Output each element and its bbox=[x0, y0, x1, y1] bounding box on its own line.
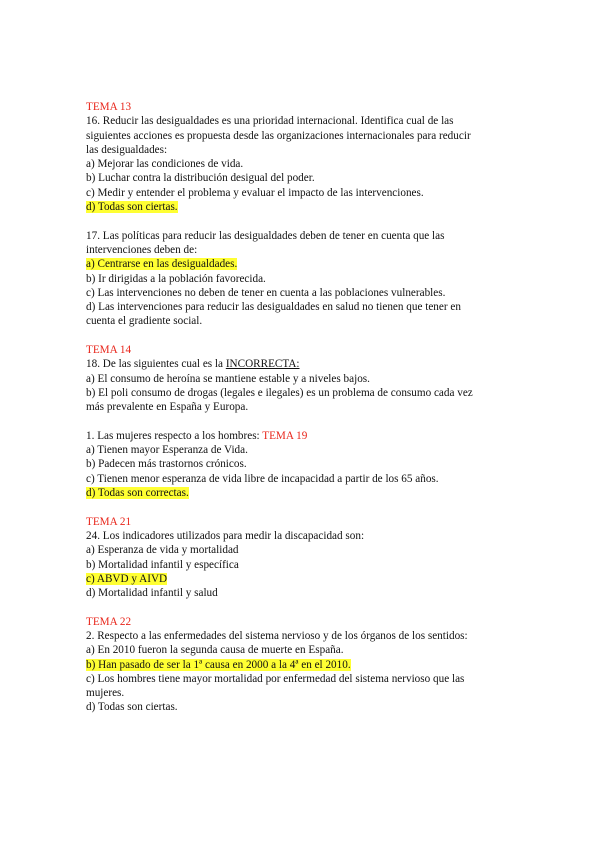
question-text: 24. Los indicadores utilizados para medir la discapacidad son: bbox=[86, 529, 365, 542]
answer-option: b) Ir dirigidas a la población favorecida. bbox=[86, 272, 266, 285]
answer-option: cuenta el gradiente social. bbox=[86, 315, 203, 328]
answer-option: a) El consumo de heroína se mantiene estable y a niveles bajos. bbox=[86, 372, 370, 385]
tema-heading: TEMA 13 bbox=[86, 101, 132, 113]
correct-answer-highlight: a) Centrarse en las desigualdades. bbox=[86, 258, 238, 271]
underlined-keyword: INCORRECTA: bbox=[225, 358, 300, 371]
correct-answer-highlight: d) Todas son ciertas. bbox=[86, 201, 178, 214]
answer-option: d) Todas son ciertas. bbox=[86, 701, 178, 714]
answer-option: d) Mortalidad infantil y salud bbox=[86, 587, 218, 600]
answer-option: a) Mejorar las condiciones de vida. bbox=[86, 158, 244, 171]
question-17 bbox=[86, 229, 516, 329]
question-text: 2. Respecto a las enfermedades del sistema nervioso y de los órganos de los sentidos: bbox=[86, 629, 468, 642]
answer-option: mujeres. bbox=[86, 687, 125, 700]
answer-option: d) Las intervenciones para reducir las desigualdades en salud no tienen que tener en bbox=[86, 301, 461, 314]
tema-heading: TEMA 14 bbox=[86, 344, 132, 357]
answer-option: b) Padecen más trastornos crónicos. bbox=[86, 458, 247, 471]
section-tema-13 bbox=[86, 100, 516, 214]
correct-answer-highlight: b) Han pasado de ser la 1ª causa en 2000 a la 4ª en el 2010. bbox=[86, 658, 351, 671]
question-text: siguientes acciones es propuesta desde las organizaciones internacionales para reducir bbox=[86, 129, 471, 142]
correct-answer-highlight: d) Todas son correctas. bbox=[86, 487, 189, 500]
section-tema-22 bbox=[86, 615, 516, 715]
answer-option: a) Tienen mayor Esperanza de Vida. bbox=[86, 444, 248, 457]
question-text: intervenciones deben de: bbox=[86, 243, 198, 256]
question-text: 18. De las siguientes cual es la bbox=[86, 358, 226, 371]
section-tema-21 bbox=[86, 515, 516, 601]
answer-option: a) En 2010 fueron la segunda causa de muerte en España. bbox=[86, 644, 344, 657]
question-text: 1. Las mujeres respecto a los hombres: bbox=[86, 429, 263, 442]
question-text: 16. Reducir las desigualdades es una prioridad internacional. Identifica cual de las bbox=[86, 115, 454, 128]
answer-option: a) Esperanza de vida y mortalidad bbox=[86, 544, 239, 557]
answer-option: b) Luchar contra la distribución desigual del poder. bbox=[86, 172, 315, 185]
answer-option: b) Mortalidad infantil y específica bbox=[86, 558, 239, 571]
answer-option: b) El poli consumo de drogas (legales e ilegales) es un problema de consumo cada vez bbox=[86, 386, 473, 399]
answer-option: c) Los hombres tiene mayor mortalidad por enfermedad del sistema nervioso que las bbox=[86, 672, 465, 685]
document-page bbox=[86, 100, 516, 715]
answer-option: c) Medir y entender el problema y evaluar el impacto de las intervenciones. bbox=[86, 186, 424, 199]
answer-option: más prevalente en España y Europa. bbox=[86, 401, 249, 414]
section-tema-19 bbox=[86, 429, 516, 500]
question-text: 17. Las políticas para reducir las desigualdades deben de tener en cuenta que las bbox=[86, 229, 445, 242]
answer-option: c) Las intervenciones no deben de tener en cuenta a las poblaciones vulnerables. bbox=[86, 286, 446, 299]
tema-heading: TEMA 22 bbox=[86, 615, 132, 628]
section-tema-14 bbox=[86, 343, 516, 414]
tema-heading: TEMA 19 bbox=[262, 429, 308, 442]
tema-heading: TEMA 21 bbox=[86, 515, 132, 528]
correct-answer-highlight: c) ABVD y AIVD bbox=[86, 572, 168, 585]
question-text: las desigualdades: bbox=[86, 143, 168, 156]
answer-option: c) Tienen menor esperanza de vida libre de incapacidad a partir de los 65 años. bbox=[86, 472, 439, 485]
